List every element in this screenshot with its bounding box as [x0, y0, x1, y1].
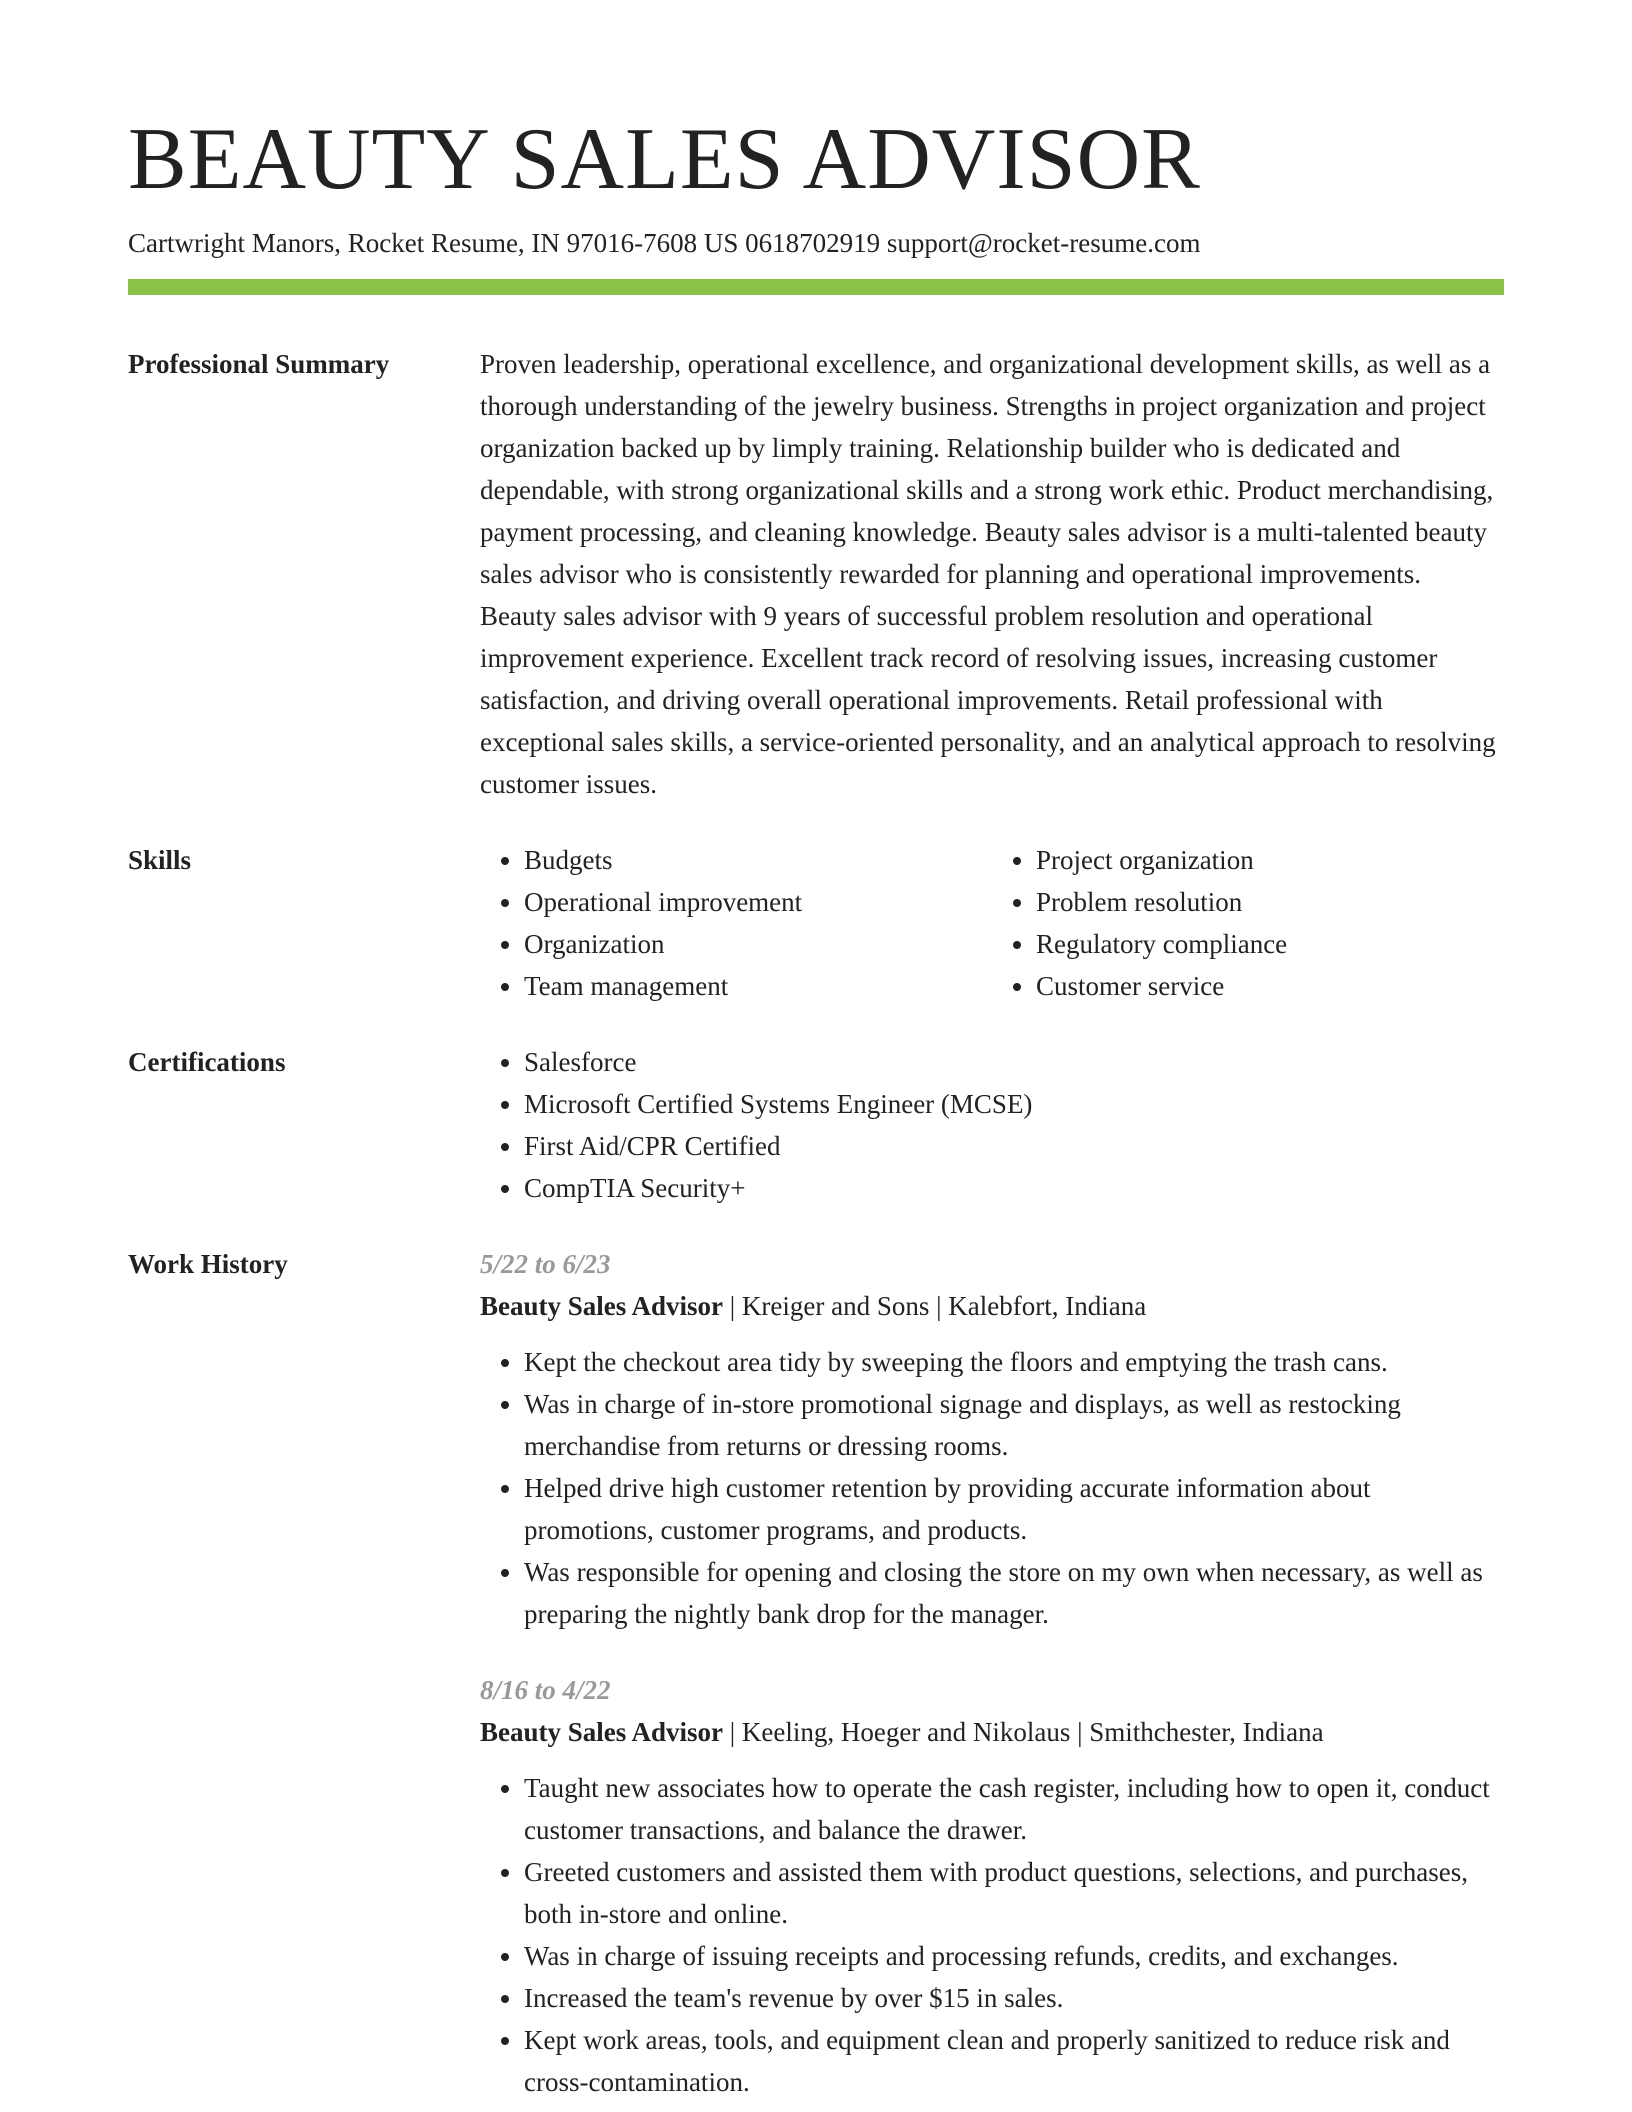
skill-item: • Organization — [524, 923, 992, 965]
skills-list-right — [992, 839, 1504, 1007]
job-details: | Keeling, Hoeger and Nikolaus | Smithchester, Indiana — [723, 1717, 1324, 1748]
contact-line: Cartwright Manors, Rocket Resume, IN 97016-7608 US 0618702919 support@rocket-resume.com — [128, 227, 1201, 258]
section-label: Skills — [128, 845, 192, 876]
job-details: | Kreiger and Sons | Kalebfort, Indiana — [723, 1291, 1147, 1322]
professional-summary-section — [128, 343, 1504, 805]
job-entry — [480, 1669, 1504, 2103]
job-bullet: • Kept the checkout area tidy by sweeping the floors and emptying the trash cans. — [524, 1341, 1504, 1383]
job-title: Beauty Sales Advisor — [480, 1291, 724, 1322]
accent-divider — [128, 279, 1504, 295]
job-title: Beauty Sales Advisor — [480, 1717, 724, 1748]
skills-section — [128, 839, 1504, 1007]
job-bullet: • Helped drive high customer retention by providing accurate information about promotions, customer programs, and products. — [524, 1467, 1504, 1551]
job-bullet: • Greeted customers and assisted them with product questions, selections, and purchases, both in-store and online. — [524, 1851, 1504, 1935]
resume-page — [128, 112, 1504, 2103]
job-bullet: • Kept work areas, tools, and equipment clean and properly sanitized to reduce risk and cross-contamination. — [524, 2019, 1504, 2103]
skills-list-left — [480, 839, 992, 1007]
job-bullet: • Taught new associates how to operate the cash register, including how to open it, conduct customer transactions, and balance the drawer. — [524, 1767, 1504, 1851]
certification-item: • Salesforce — [524, 1041, 1504, 1083]
section-label: Work History — [128, 1249, 288, 1280]
resume-name: BEAUTY SALES ADVISOR — [128, 111, 1201, 208]
certifications-list — [480, 1041, 1504, 1209]
skill-item: • Budgets — [524, 839, 992, 881]
certification-item: • CompTIA Security+ — [524, 1167, 1504, 1209]
job-bullet: • Increased the team's revenue by over $15 in sales. — [524, 1977, 1504, 2019]
section-label: Certifications — [128, 1047, 286, 1078]
skill-item: • Team management — [524, 965, 992, 1007]
work-history-section — [128, 1243, 1504, 2103]
job-bullet: • Was in charge of in-store promotional signage and displays, as well as restocking merchandise from returns or dressing rooms. — [524, 1383, 1504, 1467]
job-heading — [480, 1285, 1504, 1327]
job-bullet: • Was in charge of issuing receipts and processing refunds, credits, and exchanges. — [524, 1935, 1504, 1977]
section-label: Professional Summary — [128, 349, 390, 380]
job-dates: 8/16 to 4/22 — [480, 1675, 611, 1706]
certification-item: • First Aid/CPR Certified — [524, 1125, 1504, 1167]
job-bullets — [480, 1341, 1504, 1635]
certification-item: • Microsoft Certified Systems Engineer (MCSE) — [524, 1083, 1504, 1125]
skill-item: • Project organization — [1036, 839, 1504, 881]
certifications-section — [128, 1041, 1504, 1209]
skill-item: • Regulatory compliance — [1036, 923, 1504, 965]
job-bullet: • Was responsible for opening and closing the store on my own when necessary, as well as preparing the nightly bank drop for the manager. — [524, 1551, 1504, 1635]
skill-item: • Operational improvement — [524, 881, 992, 923]
job-bullets — [480, 1767, 1504, 2103]
job-entry — [480, 1243, 1504, 1635]
job-dates: 5/22 to 6/23 — [480, 1249, 611, 1280]
skill-item: • Customer service — [1036, 965, 1504, 1007]
skill-item: • Problem resolution — [1036, 881, 1504, 923]
job-heading — [480, 1711, 1504, 1753]
summary-text: Proven leadership, operational excellence, and organizational development skills, as well as a thorough understanding of the jewelry business. Strengths in project organization and project organization backed up by limply training. Relationship builder who is dedicated and dependable, with strong organizational skills and a strong work ethic. Product merchandising, payment processing, and cleaning knowledge. Beauty sales advisor is a multi-talented beauty sales advisor who is consistently rewarded for planning and operational improvements. Beauty sales advisor with 9 years of successful problem resolution and operational improvement experience. Excellent track record of resolving issues, increasing customer satisfaction, and driving overall operational improvements. Retail professional with exceptional sales skills, a service-oriented personality, and an analytical approach to resolving customer issues. — [480, 349, 1496, 800]
